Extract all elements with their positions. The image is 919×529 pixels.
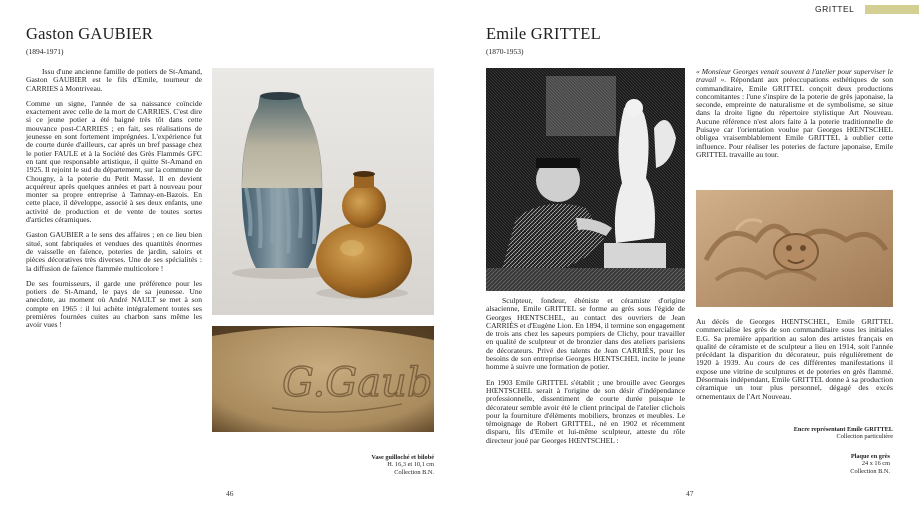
plaque-caption-collection: Collection B.N. xyxy=(850,467,890,475)
vases-illustration xyxy=(212,68,434,315)
gaubier-paragraph-2: Comme un signe, l'année de sa naissance coïncide exactement avec celle de la mort de CARRIES. C'est dire si ce jeune potier a été baigné très tôt dans cette mouvance post-CARRIES ; en fait, ses réalisations de jeunesse en sont fortement imprégnées. L'expérience fut de courte durée d'ailleurs, car après un bref passage chez le potier FAULE et à la Société des Grès Flammés GFC en tant que responsable artistique, il quitte St-Amand en 1925. Il rejoint le sud du département, sur la commune de Chougny, à la poterie du Petit Massé. Il en devient acquéreur après quelques années et part à nouveau pour monter sa propre entreprise à Tamnay-en-Bazois. En cette place, il développe, associé à ses deux enfants, une activité de production et de vente de toutes sortes d'articles céramiques. xyxy=(26,98,202,225)
grittel-column-2-paragraph xyxy=(696,318,893,408)
plaque-illustration xyxy=(696,190,893,307)
signature-illustration xyxy=(212,326,434,432)
plaque-caption-title: Plaque en grès xyxy=(850,453,890,460)
gaubier-paragraph-4: De ses fournisseurs, il garde une préférence pour les potiers de St-Amand, le pays de sa jeunesse. Une anecdote, au moment où André NAULT se met à son compte en 1965 : il lui achète intégralement toutes ses premières fournées cuites au charbon sans même les avoir vues ! xyxy=(26,278,202,330)
gaubier-biography xyxy=(26,68,202,337)
vases-caption xyxy=(300,454,434,476)
plaque-photo xyxy=(696,190,893,307)
incised-signature: G.Gaub xyxy=(282,360,433,406)
vases-caption-collection: Collection B.N. xyxy=(394,468,434,476)
grittel-column-1 xyxy=(486,297,685,452)
grittel-column-2-intro xyxy=(696,68,893,166)
running-head: GRITTEL xyxy=(815,4,855,14)
artist-name-gaubier: Gaston GAUBIER xyxy=(26,24,154,43)
grittel-col2-paragraph: Au décès de Georges HŒNTSCHEL, Emile GRITTEL commercialise les grès de son commanditaire sous les initiales E.G. Sa première apparition au salon des artistes français en qualité de céramiste et de sculpteur a lieu en 1914, soit l'année précédant la disparition du décorateur, puis régulièrement de 1920 à 1939. Au cours de ces différentes manifestations il expose une vitrine de sculptures et de poteries en grès flammé. Désormais indépendant, Emile GRITTEL donne à sa production céramique un tour plus personnel, dégagé des excès ornementaux de l'Art Nouveau. xyxy=(696,317,893,401)
plaque-caption-dimensions: 24 x 16 cm xyxy=(861,460,890,468)
signature-photo xyxy=(212,326,434,432)
vases-caption-title: Vase guilloché et bilobé xyxy=(371,454,434,461)
grittel-quote: « Monsieur Georges venait souvent à l'atelier pour superviser le travail ». xyxy=(696,67,893,85)
engraving-illustration xyxy=(486,68,685,291)
header-accent-bar xyxy=(865,5,919,14)
vases-caption-dimensions: H. 16,3 et 10,1 cm xyxy=(387,461,434,469)
grittel-col1-paragraph-2: En 1903 Emile GRITTEL s'établit ; une brouille avec Georges HŒNTSCHEL serait à l'origine de son désir d'indépendance professionnelle, dissentiment de courte durée puisque le décorateur semble avoir été le client principal de l'atelier clichois pour la fourniture d'éléments mobiliers, bronzes et meubles. Le témoignage de Robert GRITTEL, né en 1902 et récemment disparu, fils d'Emile et lui-même sculpteur, atteste du rôle directeur joué par Georges HŒNTSCHEL : xyxy=(486,377,685,445)
engraving-portrait xyxy=(486,68,685,291)
engraving-caption-collection: Collection particulière xyxy=(836,433,893,441)
gaubier-paragraph-3: Gaston GAUBIER a le sens des affaires ; en ce lieu bien situé, sont fabriquées et vendues des quantités énormes de vaisselle en faïence, poteries de jardin, saloirs et pièces décoratives très diverses. Une de ses spécialités : la diffusion de faïence flammée multicolore ! xyxy=(26,230,202,273)
plaque-caption xyxy=(790,453,890,475)
artist-dates-gaubier: (1894-1971) xyxy=(26,47,64,56)
page-number-right: 47 xyxy=(686,489,694,498)
grittel-intro-text: Répondant aux préoccupations esthétiques de son commanditaire, Emile GRITTEL conçoit deux productions concomitantes : l'une s'inspire de la poterie de grès japonaise, la seconde, empreinte de naturalisme et de symbolisme, se situe dans la droite ligne du répertoire stylistique Art Nouveau. Aucune référence n'est alors faite à la poterie traditionnelle de Puisaye car l'orientation voulue par Georges HŒNTSCHEL obligea vraisemblablement Emile GRITTEL à oublier cette influence. Pour réaliser les poteries de facture japonaise, Emile GRITTEL travaille au tour. xyxy=(696,75,893,159)
engraving-caption xyxy=(760,426,893,441)
gaubier-paragraph-1: Issu d'une ancienne famille de potiers de St-Amand, Gaston GAUBIER est le fils d'Emile, tourneur de CARRIES à Montriveau. xyxy=(26,67,202,93)
artist-dates-grittel: (1870-1953) xyxy=(486,47,524,56)
engraving-caption-title: Encre représentant Emile GRITTEL xyxy=(793,426,893,433)
page-number-left: 46 xyxy=(226,489,234,498)
grittel-col1-paragraph-1: Sculpteur, fondeur, ébéniste et céramiste d'origine alsacienne, Emile GRITTEL se forme au grès sous l'égide de Georges HŒNTSCHEL, au contact des ouvriers de Jean CARRIÈS et d'Eugène Lion. En 1894, il termine son engagement de trois ans chez les sapeurs pompiers de Clichy, pour travailler en qualité de sculpteur et de bronzier dans des ateliers parisiens de décorateurs. Privé des talents de Jean CARRIÈS, pour les besoins de son entreprise Georges HŒNTSCHEL incite le jeune homme à suivre une formation de potier. xyxy=(486,296,685,372)
vases-photo xyxy=(212,68,434,315)
artist-name-grittel: Emile GRITTEL xyxy=(486,24,601,43)
